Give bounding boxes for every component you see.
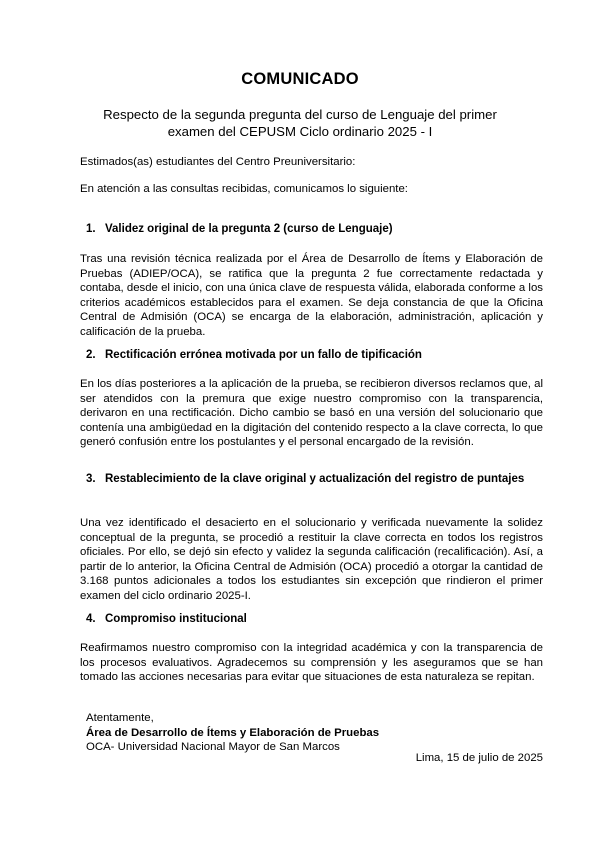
section-title: Compromiso institucional: [105, 613, 247, 625]
section-number: 4.: [86, 613, 96, 625]
section-number: 2.: [86, 349, 96, 361]
signatory: Área de Desarrollo de Ítems y Elaboración de Pruebas: [86, 726, 380, 739]
section-3-body: Una vez identificado el desacierto en el solucionario y verificada nuevamente la solidez conceptual de la pregunta, se procedió a restituir la clave correcta en todos los registros oficiales. Por ello, se dejó sin efecto y validez la segunda calificación (recalificación). Así, a partir de lo anterior, la Oficina Central de Admisión (OCA) procedió a otorgar la cantidad de 3.168 puntos adicionales a todos los estudiantes sin excepción que rindieron el primer examen del ciclo ordinario 2025-I.: [80, 517, 543, 602]
section-3-heading: [86, 472, 544, 487]
section-2-heading: [86, 348, 544, 363]
section-title: Validez original de la pregunta 2 (curso de Lenguaje): [105, 223, 393, 235]
signature-block: [86, 711, 379, 755]
section-number: 1.: [86, 223, 96, 235]
subtitle-line: examen del CEPUSM Ciclo ordinario 2025 - I: [167, 124, 433, 139]
subtitle-line: Respecto de la segunda pregunta del curso de Lenguaje del primer: [103, 107, 497, 122]
section-4-heading: [86, 612, 544, 627]
section-2-body: En los días posteriores a la aplicación de la prueba, se recibieron diversos reclamos que, al ser atendidos con la premura que exige nuestro compromiso con la transparencia, derivaron en una rectificación. Dicho cambio se basó en una versión del solucionario que contenía una ambigüedad en la digitación del contenido respecto a la clave correcta, lo que generó confusión entre los postulantes y el personal encargado de la revisión.: [80, 378, 543, 449]
page-title: COMUNICADO: [241, 70, 359, 88]
section-4-body: Reafirmamos nuestro compromiso con la integridad académica y con la transparencia de los procesos evaluativos. Agradecemos su comprensión y les aseguramos que se han tomado las acciones necesarias para evitar que situaciones de esta naturaleza se repitan.: [80, 642, 543, 684]
section-1-body: Tras una revisión técnica realizada por el Área de Desarrollo de Ítems y Elaboración de Pruebas (ADIEP/OCA), se ratifica que la pregunta 2 fue correctamente redactada y contaba, desde el inicio, con una única clave de respuesta válida, elaborada conforme a los criterios académicos establecidos para el examen. Se deja constancia de que la Oficina Central de Admisión (OCA) se encarga de la elaboración, administración, aplicación y calificación de la prueba.: [80, 253, 543, 338]
greeting: Estimados(as) estudiantes del Centro Preuniversitario:: [80, 156, 356, 168]
section-number: 3.: [86, 473, 96, 485]
intro-text: En atención a las consultas recibidas, comunicamos lo siguiente:: [80, 183, 408, 195]
institution: OCA- Universidad Nacional Mayor de San Marcos: [86, 741, 340, 754]
closing: Atentamente,: [86, 712, 154, 724]
section-1-heading: [86, 222, 544, 237]
subtitle: [90, 106, 510, 140]
section-title: Restablecimiento de la clave original y actualización del registro de puntajes: [105, 473, 525, 485]
section-title: Rectificación errónea motivada por un fallo de tipificación: [105, 349, 422, 361]
document-date: Lima, 15 de julio de 2025: [415, 752, 543, 764]
